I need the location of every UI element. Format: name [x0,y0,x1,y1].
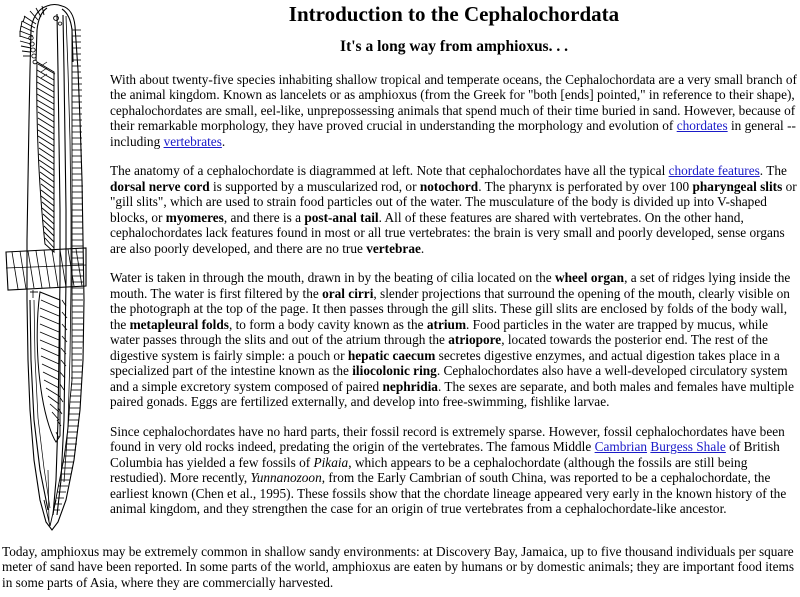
text-segment: , slender projections that surround the opening of the mouth, clearly visible on the photograph at the top of the page. It then passes through the gill slits. These gill slits are enclosed by folds of the body wall, the [110,285,790,332]
page-subtitle: It's a long way from amphioxus. . . [340,38,568,56]
term-oral-cirri: oral cirri [322,285,374,301]
text-segment: The anatomy of a cephalochordate is diagrammed at left. Note that cephalochordates have all the typical [110,163,669,179]
term-atrium: atrium [426,316,467,332]
text-segment: , located towards the posterior end. The rest of the digestive system is fairly simple: a pouch or [110,332,768,363]
term-nephridia: nephridia [382,378,438,394]
term-dorsal-nerve-cord: dorsal nerve cord [110,178,210,194]
text-segment: or "gill slits", which are used to strain food particles out of the water. The musculature of the body is divided up into V-shaped blocks, or [110,178,797,225]
text-segment: . The pharynx is perforated by over 100 [478,178,693,194]
footer-text-column [2,544,798,590]
term-post-anal-tail: post-anal tail [304,209,379,225]
main-text-column [110,0,798,517]
text-segment: . The sexes are separate, and both males and females have multiple paired gonads. Eggs are fertilized externally, and develop into free-swimming, fishlike larvae. [110,378,794,410]
paragraph-fossil-record [110,424,798,517]
text-segment: With about twenty-five species inhabiting shallow tropical and temperate oceans, the Cephalochordata are a very small branch of the animal kingdom. Known as lancelets or as amphioxus (from the Greek for "both [ends] pointed," in reference to their shape), cephalochordates are small, eel-like, unprepossessing animals that spend much of their time buried in sand. However, because of their remarkable morphology, they have proved crucial in understanding the morphology and evolution of [110,71,797,134]
term-iliocolonic-ring: iliocolonic ring [352,363,437,379]
paragraph-feeding-physiology [110,270,798,409]
text-segment: is supported by a muscularized rod, or [209,178,420,194]
text-segment: in general -- including [110,118,796,149]
text-segment: Water is taken in through the mouth, drawn in by the beating of cilia located on the [110,270,555,286]
lancelet-anatomy-diagram [0,0,105,540]
text-segment: Today, amphioxus may be extremely common in shallow sandy environments: at Discovery Bay, Jamaica, up to five thousand individuals per square meter of sand have been reported. In some parts of the world, amphioxus are eaten by humans or by domestic animals; they are important food items in some parts of Asia, where they are commercially harvested. [2,544,795,590]
text-segment: . All of these features are shared with vertebrates. On the other hand, cephalochordates lack features found in most or all true vertebrates: the brain is very small and poorly developed, sense organs are also poorly developed, and there are no true [110,209,785,256]
link-chordate-features[interactable]: chordate features [668,163,760,179]
term-vertebrae: vertebrae [366,240,421,256]
term-hepatic-caecum: hepatic caecum [347,347,436,363]
text-segment: . The [759,163,787,179]
text-segment: , from the Early Cambrian of south China, was reported to be a cephalochordate, the earliest known (Chen et al., 1995). These fossils show that the chordate lineage appeared very early in the known history of the animal kingdom, and they strengthen the case for an origin of true vertebrates from a cephalochordate-like ancestor. [110,470,787,517]
term-wheel-organ: wheel organ [555,270,625,286]
text-segment: . [221,133,226,149]
figure-column [0,0,105,540]
term-metapleural-folds: metapleural folds [129,316,229,332]
term-atriopore: atriopore [448,332,502,348]
text-segment: , and there is a [223,209,305,225]
text-segment: . Food particles in the water are trapped by mucus, while water passes through the slits and out of the atrium through the [110,316,769,348]
text-segment: , which appears to be a cephalochordate (although the fossils are still being restudied). More recently, [110,454,748,486]
term-notochord: notochord [419,178,479,194]
page-title: Introduction to the Cephalochordata [288,2,620,26]
text-segment: , a set of ridges lying inside the mouth. The water is first filtered by the [110,270,791,301]
link-vertebrates[interactable]: vertebrates [163,133,222,149]
paragraph-anatomy [110,163,798,256]
text-segment: . Cephalochordates also have a well-developed circulatory system and a simple excretory system composed of paired [110,363,788,394]
text-segment: , to form a body cavity known as the [228,316,427,332]
term-pharyngeal-slits: pharyngeal slits [692,178,783,194]
link-chordates[interactable]: chordates [676,118,728,134]
species-pikaia: Pikaia [313,454,349,470]
species-yunnanozoon: Yunnanozoon [250,470,322,486]
text-segment: of British Columbia has yielded a few fossils of [110,439,780,470]
term-myomeres: myomeres [165,209,224,225]
text-segment: Since cephalochordates have no hard parts, their fossil record is extremely sparse. However, fossil cephalochordates have been found in very old rocks indeed, predating the origin of the vertebrates. The famous Middle [110,423,785,455]
text-segment: secretes digestive enzymes, and actual digestion takes place in a specialized part of the intestine known as the [110,347,780,379]
paragraph-intro [110,72,798,149]
link-burgess-shale[interactable]: Burgess Shale [650,439,726,455]
link-cambrian[interactable]: Cambrian [594,439,648,455]
text-segment: . [420,240,425,256]
paragraph-ecology-uses [2,544,798,590]
